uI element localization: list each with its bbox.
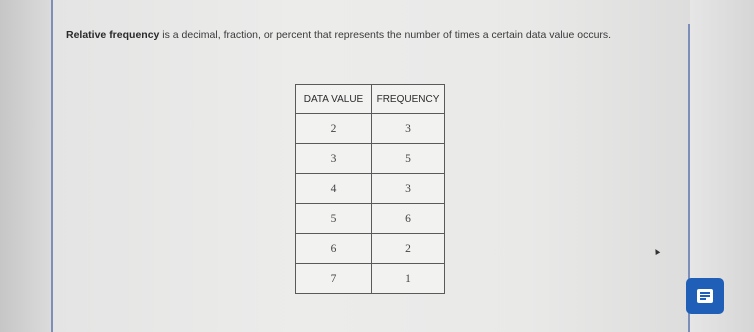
data-value-cell: 2 [296,114,372,144]
table-row [296,114,445,144]
frequency-cell: 1 [372,264,445,294]
intro-text: is a decimal, fraction, or percent that represents the number of times a certain data value occurs. [159,29,612,41]
frequency-cell: 3 [372,114,445,144]
table-header-row [296,85,445,114]
header-data-value: DATA VALUE [296,85,372,114]
frequency-cell: 3 [372,174,445,204]
notes-icon [697,289,713,303]
data-value-cell: 5 [296,204,372,234]
table-row [296,144,445,174]
frequency-cell: 5 [372,144,445,174]
data-value-cell: 4 [296,174,372,204]
data-value-cell: 6 [296,234,372,264]
frequency-table [295,84,445,294]
data-value-cell: 3 [296,144,372,174]
intro-term: Relative frequency [66,29,160,41]
notes-button[interactable] [686,278,724,314]
pointer-cursor-icon: ▲ [650,244,663,258]
table-row [296,204,445,234]
intro-paragraph [66,29,611,41]
left-border-line [51,0,53,332]
table-row [296,234,445,264]
table-row [296,174,445,204]
frequency-cell: 2 [372,234,445,264]
frequency-cell: 6 [372,204,445,234]
table-row [296,264,445,294]
header-frequency: FREQUENCY [372,85,445,114]
left-margin [0,0,53,332]
data-value-cell: 7 [296,264,372,294]
